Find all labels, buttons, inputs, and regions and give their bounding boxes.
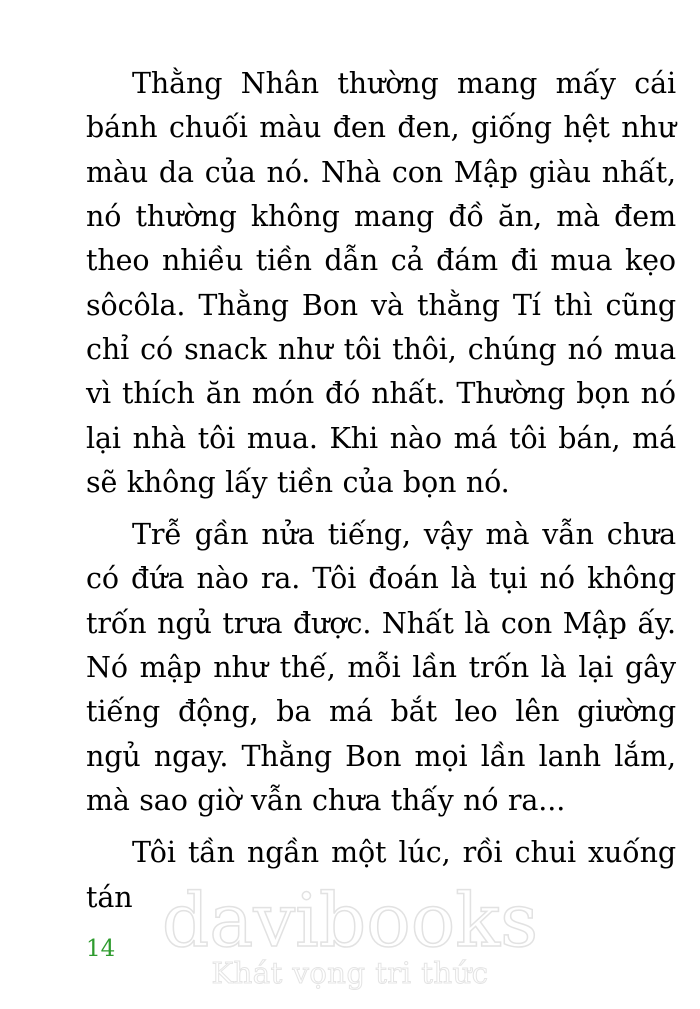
paragraph-2: Trễ gần nửa tiếng, vậy mà vẫn chưa có đứa nào ra. Tôi đoán là tụi nó không trốn ngủ trưa được. Nhất là con Mập ấy. Nó mập như thế, mỗi lần trốn là lại gây tiếng động, ba má bắt leo lên giường ngủ ngay. Thằng Bon mọi lần lanh lắm, mà sao giờ vẫn chưa thấy nó ra... <box>86 518 676 817</box>
watermark-logo-text: davibooks <box>161 878 539 964</box>
paragraph-3: Tôi tần ngần một lúc, rồi chui xuống tán <box>86 836 676 914</box>
watermark-tagline: Khát vọng tri thức <box>211 956 489 991</box>
page-number: 14 <box>86 936 116 962</box>
paragraph-1: Thằng Nhân thường mang mấy cái bánh chuối màu đen đen, giống hệt như màu da của nó. Nhà con Mập giàu nhất, nó thường không mang đồ ăn, mà đem theo nhiều tiền dẫn cả đám đi mua kẹo sôcôla. Thằng Bon và thằng Tí thì cũng chỉ có snack như tôi thôi, chúng nó mua vì thích ăn món đó nhất. Thường bọn nó lại nhà tôi mua. Khi nào má tôi bán, má sẽ không lấy tiền của bọn nó. <box>86 67 676 499</box>
page-text-column <box>86 62 676 920</box>
